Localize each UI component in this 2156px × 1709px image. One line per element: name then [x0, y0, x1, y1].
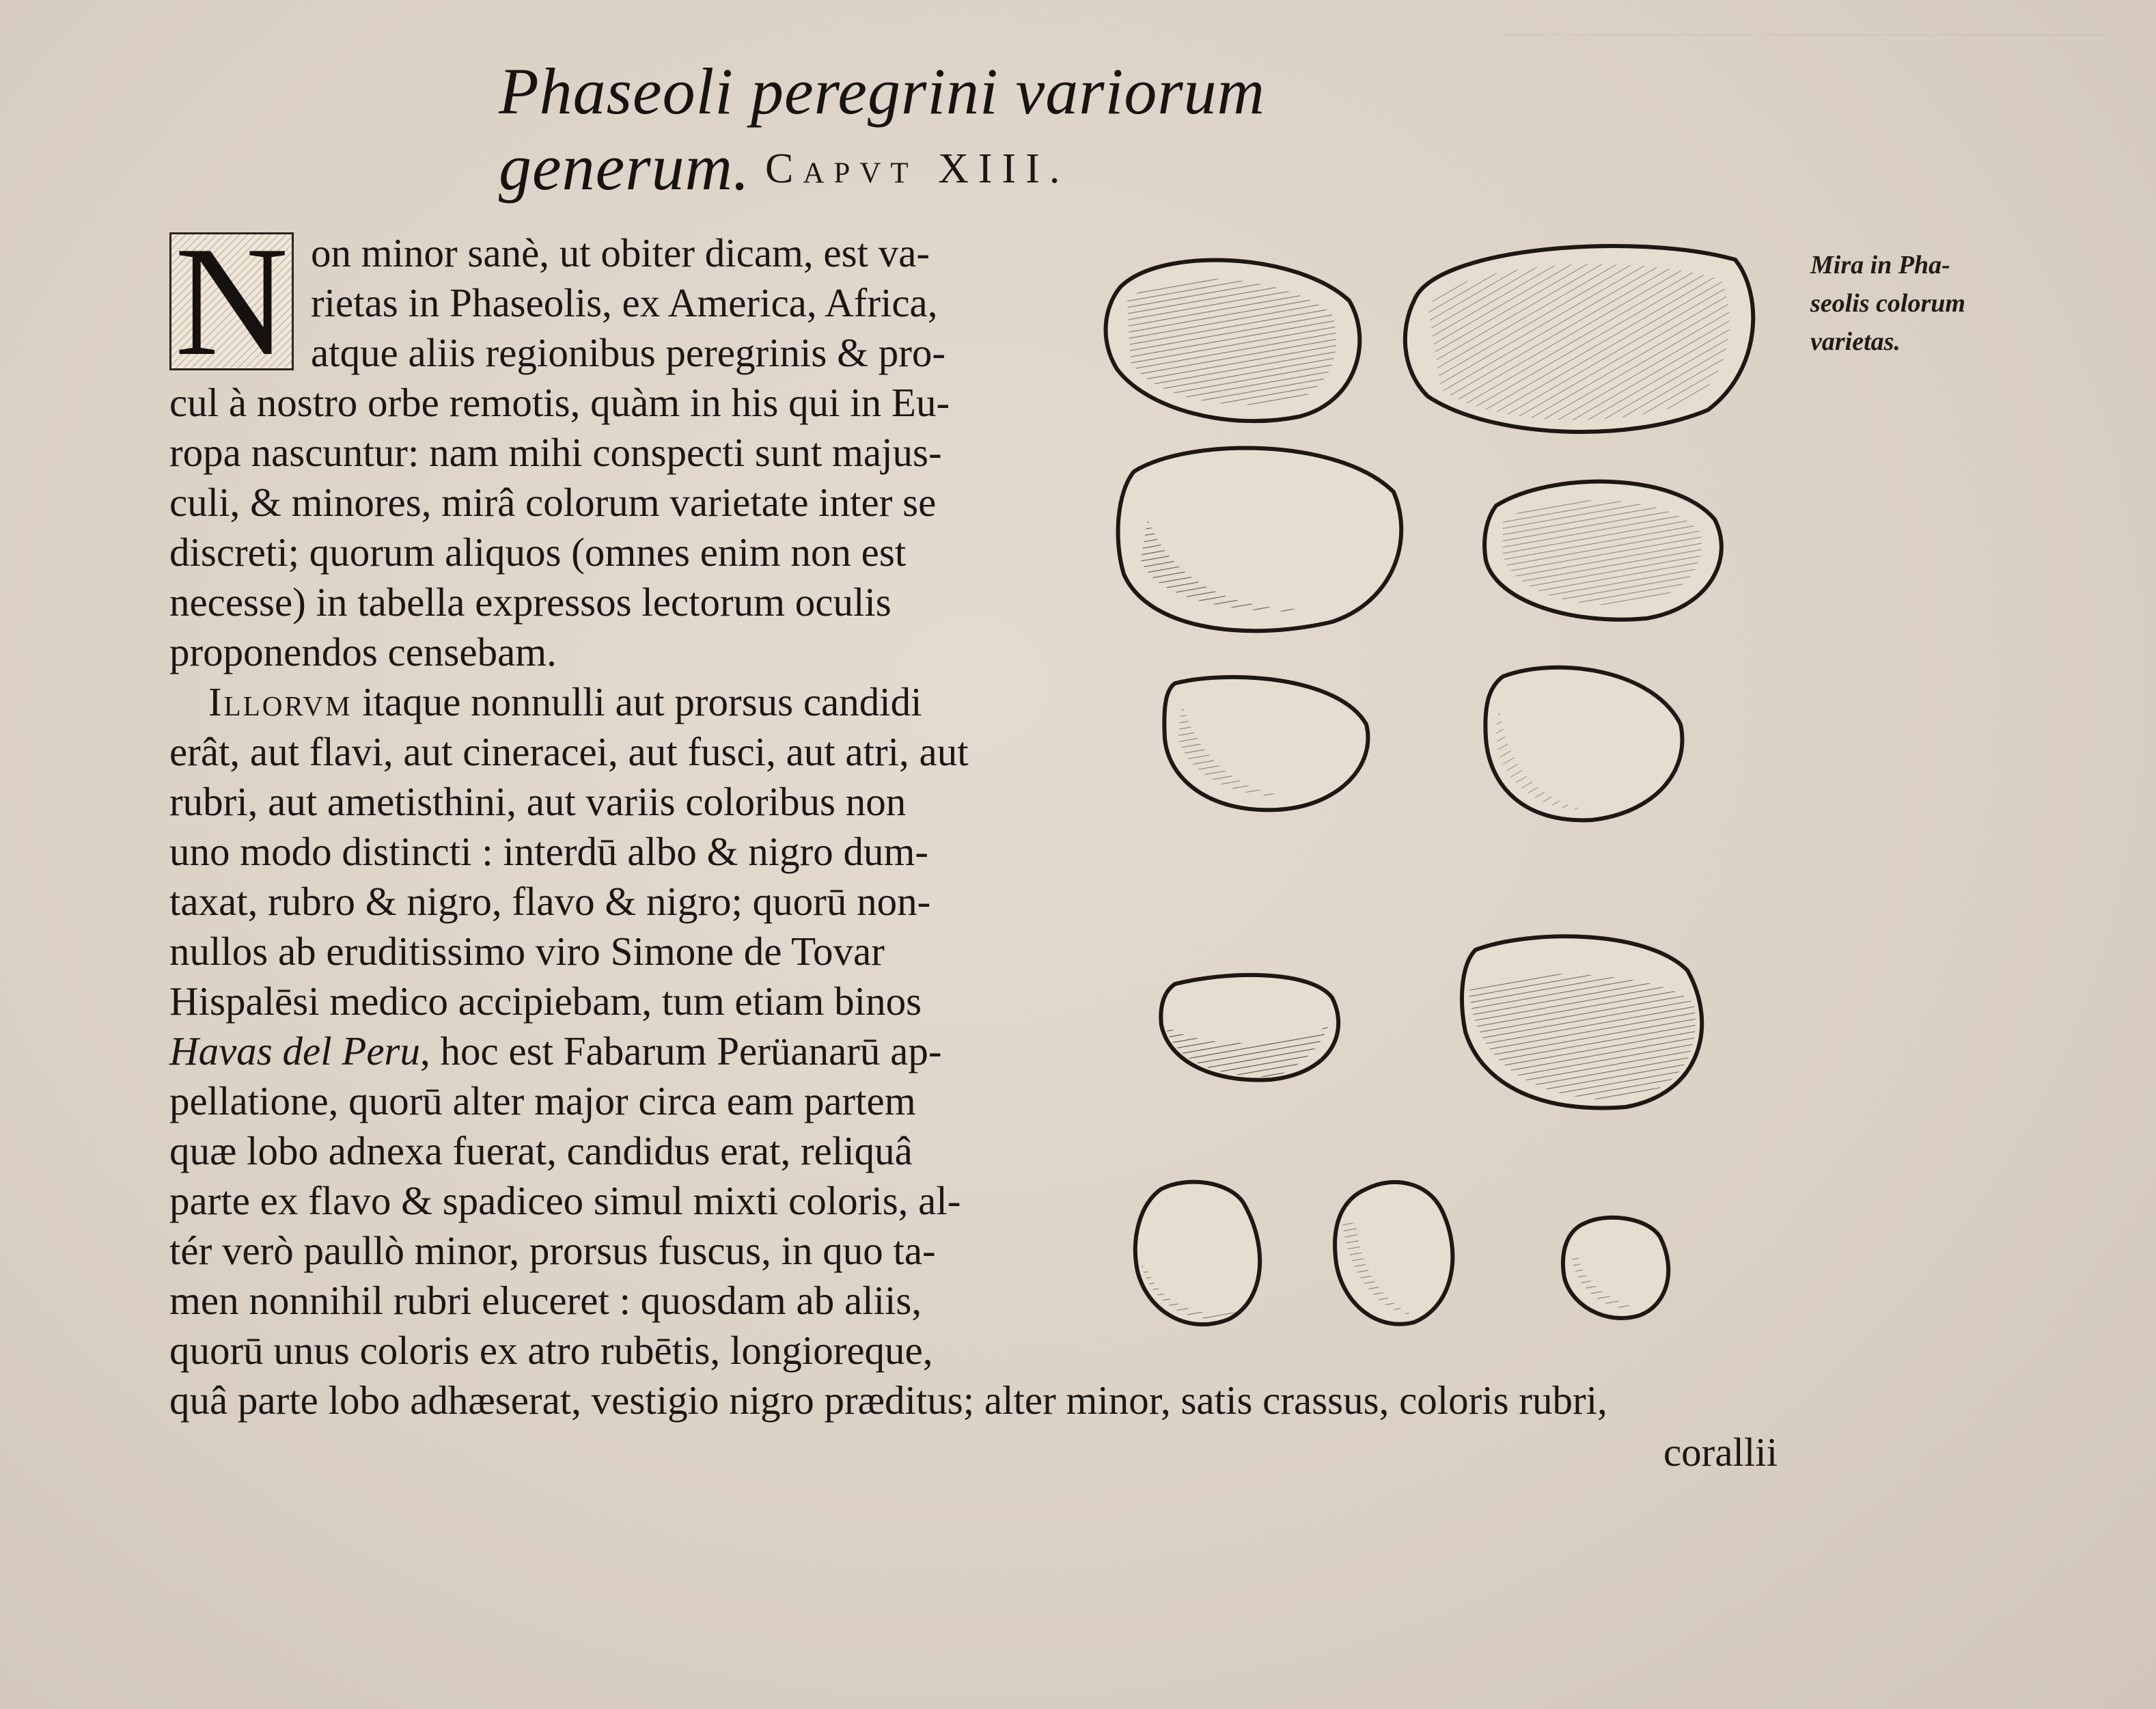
- text-line: culi, & minores, mirâ colorum varietate inter se: [169, 480, 937, 525]
- text-line: tér verò paullò minor, prorsus fuscus, in quo ta-: [169, 1228, 936, 1273]
- text-line: taxat, rubro & nigro, flavo & nigro; quorū non-: [169, 879, 931, 924]
- margin-note-line: varietas.: [1810, 327, 1901, 356]
- bean-11: [1563, 1218, 1668, 1318]
- margin-note-line: Mira in Pha-: [1810, 251, 1950, 279]
- text-line: pellatione, quorū alter major circa eam partem: [169, 1078, 916, 1123]
- text-line: proponendos censebam.: [169, 629, 557, 674]
- text-line: parte ex flavo & spadiceo simul mixti coloris, al-: [169, 1178, 961, 1223]
- text-line: Havas del Peru, hoc est Fabarum Perüanarū ap-: [169, 1028, 942, 1074]
- text-line: uno modo distincti : interdū albo & nigro dum-: [169, 829, 929, 874]
- text-line: ropa nascuntur: nam mihi conspecti sunt majus-: [169, 430, 942, 475]
- bean-8: [1462, 936, 1702, 1108]
- text-line: necesse) in tabella expressos lectorum oculis: [169, 579, 892, 625]
- text-line: Hispalēsi medico accipiebam, tum etiam binos: [169, 979, 922, 1024]
- chapter-heading: Capvt XIII.: [765, 146, 1070, 192]
- text-line: quæ lobo adnexa fuerat, candidus erat, reliquâ: [169, 1128, 913, 1173]
- text-line: rubri, aut ametisthini, aut variis coloribus non: [169, 779, 907, 824]
- bean-5: [1164, 677, 1368, 810]
- drop-cap-initial: N: [169, 232, 294, 370]
- text-line: nullos ab eruditissimo viro Simone de Tovar: [169, 929, 885, 974]
- bean-6: [1485, 668, 1682, 821]
- bean-7: [1161, 975, 1338, 1080]
- bean-2: [1405, 246, 1753, 432]
- bean-10: [1335, 1182, 1452, 1324]
- bean-9: [1135, 1182, 1260, 1325]
- text-line: discreti; quorum aliquos (omnes enim non est: [169, 530, 907, 575]
- text-line: cul à nostro orbe remotis, quàm in his qui in Eu-: [169, 380, 950, 425]
- text-line: Illorvm itaque nonnulli aut prorsus candidi: [208, 679, 922, 724]
- text-line: erât, aut flavi, aut cineracei, aut fusci, aut atri, aut: [169, 729, 969, 774]
- bean-3: [1118, 448, 1402, 631]
- text-line: quorū unus coloris ex atro rubētis, longioreque,: [169, 1328, 933, 1373]
- bean-1: [1106, 260, 1360, 422]
- catchword: corallii: [1663, 1430, 1778, 1475]
- bean-4: [1484, 482, 1722, 620]
- text-line: men nonnihil rubri eluceret : quosdam ab aliis,: [169, 1278, 922, 1323]
- margin-note-line: seolis colorum: [1810, 289, 1965, 318]
- text-line: atque aliis regionibus peregrinis & pro-: [311, 330, 946, 375]
- page-title: Phaseoli peregrini variorum generum.: [499, 55, 1265, 204]
- text-line: rietas in Phaseolis, ex America, Africa,: [311, 280, 938, 325]
- text-line: quâ parte lobo adhæserat, vestigio nigro præditus; alter minor, satis crassus, coloris rubri,: [169, 1378, 1607, 1423]
- text-line: on minor sanè, ut obiter dicam, est va-: [311, 230, 930, 275]
